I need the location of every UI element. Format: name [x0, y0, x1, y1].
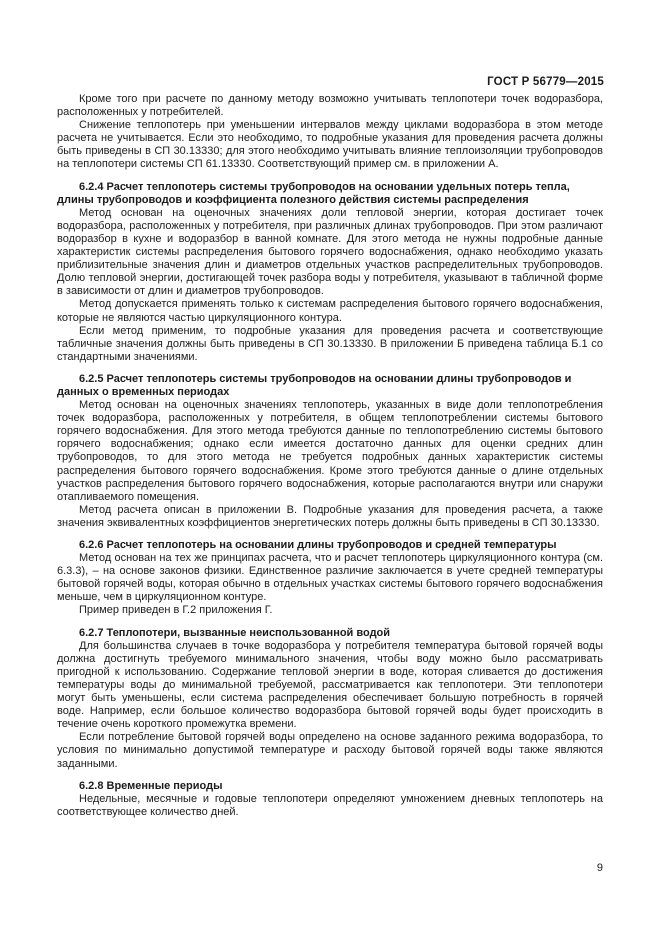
paragraph: Метод основан на оценочных значениях доли тепловой энергии, которая достигает точек водоразбора, расположенных у потребителя, при различных длинах трубопроводов. При этом различают водоразбор в кухне и водоразбор в ванной комнате. Для этого метода не нужны подробные данные характеристик системы распределения бытового горячего водоснабжения, однако необходимо указать приблизительные значения длин и диаметров отдельных участков распределительных трубопроводов. Долю тепловой энергии, достигающей точек разбора воды у потребителя, указывают в табличной форме в зависимости от длин и диаметров трубопроводов.: [57, 206, 603, 298]
page-header: [57, 76, 604, 88]
paragraph: Кроме того при расчете по данному методу возможно учитывать теплопотери точек водоразбора, расположенных у потребителей.: [57, 93, 603, 119]
paragraph: Недельные, месячные и годовые теплопотери определяют умножением дневных теплопотерь на соответствующее количество дней.: [57, 792, 603, 818]
section-heading-6-2-5: 6.2.5 Расчет теплопотерь системы трубопроводов на основании длины трубопроводов и данных о временных периодах: [57, 372, 572, 398]
paragraph: Метод расчета описан в приложении В. Подробные указания для проведения расчета, а также значения эквивалентных коэффициентов энергетических потерь должны быть приведены в СП 30.13330.: [57, 503, 603, 529]
paragraph: Снижение теплопотерь при уменьшении интервалов между циклами водоразбора в этом методе расчета не учитывается. Если это необходимо, то подробные указания для проведения расчета должны быть приведены в СП 30.13330; для этого необходимо учитывать влияние теплоизоляции трубопроводов на теплопотери системы СП 61.13330. Соответствующий пример см. в приложении А.: [57, 119, 603, 171]
paragraph: Для большинства случаев в точке водоразбора у потребителя температура бытовой горячей воды должна достигнуть требуемого минимального значения, чтобы воду можно было рассматривать пригодной к использованию. Содержание тепловой энергии в воде, которая сливается до достижения температуры воды до минимальной требуемой, рассматривается как теплопотери. Эти теплопотери могут быть уменьшены, если система распределения обеспечивает большую потребность в горячей воде. Например, если большое количество водоразбора бытовой горячей воды будет происходить в течение очень короткого промежутка времени.: [57, 639, 603, 731]
standard-number: ГОСТ Р 56779—2015: [487, 76, 604, 88]
paragraph: Если метод применим, то подробные указания для проведения расчета и соответствующие табличные значения должны быть приведены в СП 30.13330. В приложении Б приведена таблица Б.1 со стандартными значениями.: [57, 324, 603, 363]
paragraph: Пример приведен в Г.2 приложения Г.: [79, 604, 273, 617]
page-number: 9: [596, 862, 603, 874]
paragraph: Метод допускается применять только к системам распределения бытового горячего водоснабжения, которые не являются частью циркуляционного контура.: [57, 298, 603, 324]
paragraph: Если потребление бытовой горячей воды определено на основе заданного режима водоразбора, то условия по минимально допустимой температуре и расходу бытовой горячей воды также являются заданными.: [57, 731, 603, 770]
section-heading-6-2-8: 6.2.8 Временные периоды: [79, 779, 223, 792]
section-heading-6-2-4: 6.2.4 Расчет теплопотерь системы трубопроводов на основании удельных потерь тепла, длины трубопроводов и коэффициента полезного действия системы распределения: [57, 180, 570, 206]
section-heading-6-2-6: 6.2.6 Расчет теплопотерь на основании длины трубопроводов и средней температуры: [79, 539, 557, 551]
paragraph: Метод основан на оценочных значениях теплопотерь, указанных в виде доли теплопотребления точек водоразбора, расположенных у потребителя, в общем теплопотреблении системы бытового горячего водоснабжения. Для этого метода требуются данные по теплопотреблению системы бытового горячего водоснабжения; однако если имеется достаточно данных для оценки средних длин трубопроводов, то для этого метода не требуется подробных данных характеристик системы распределения бытового горячего водоснабжения. Кроме этого требуются данные о длине отдельных участков распределения бытового горячего водоснабжения, которые располагаются внутри или снаружи отапливаемого помещения.: [57, 399, 603, 503]
document-body: [57, 93, 603, 819]
paragraph: Метод основан на тех же принципах расчета, что и расчет теплопотерь циркуляционного контура (см. 6.3.3), – на основе законов физики. Единственное различие заключается в учете средней температуры бытовой горячей воды, которая обычно в отдельных участках системы бытового горячего водоснабжения меньше, чем в циркуляционном контуре.: [57, 552, 603, 604]
section-heading-6-2-7: 6.2.7 Теплопотери, вызванные неиспользованной водой: [79, 626, 391, 639]
